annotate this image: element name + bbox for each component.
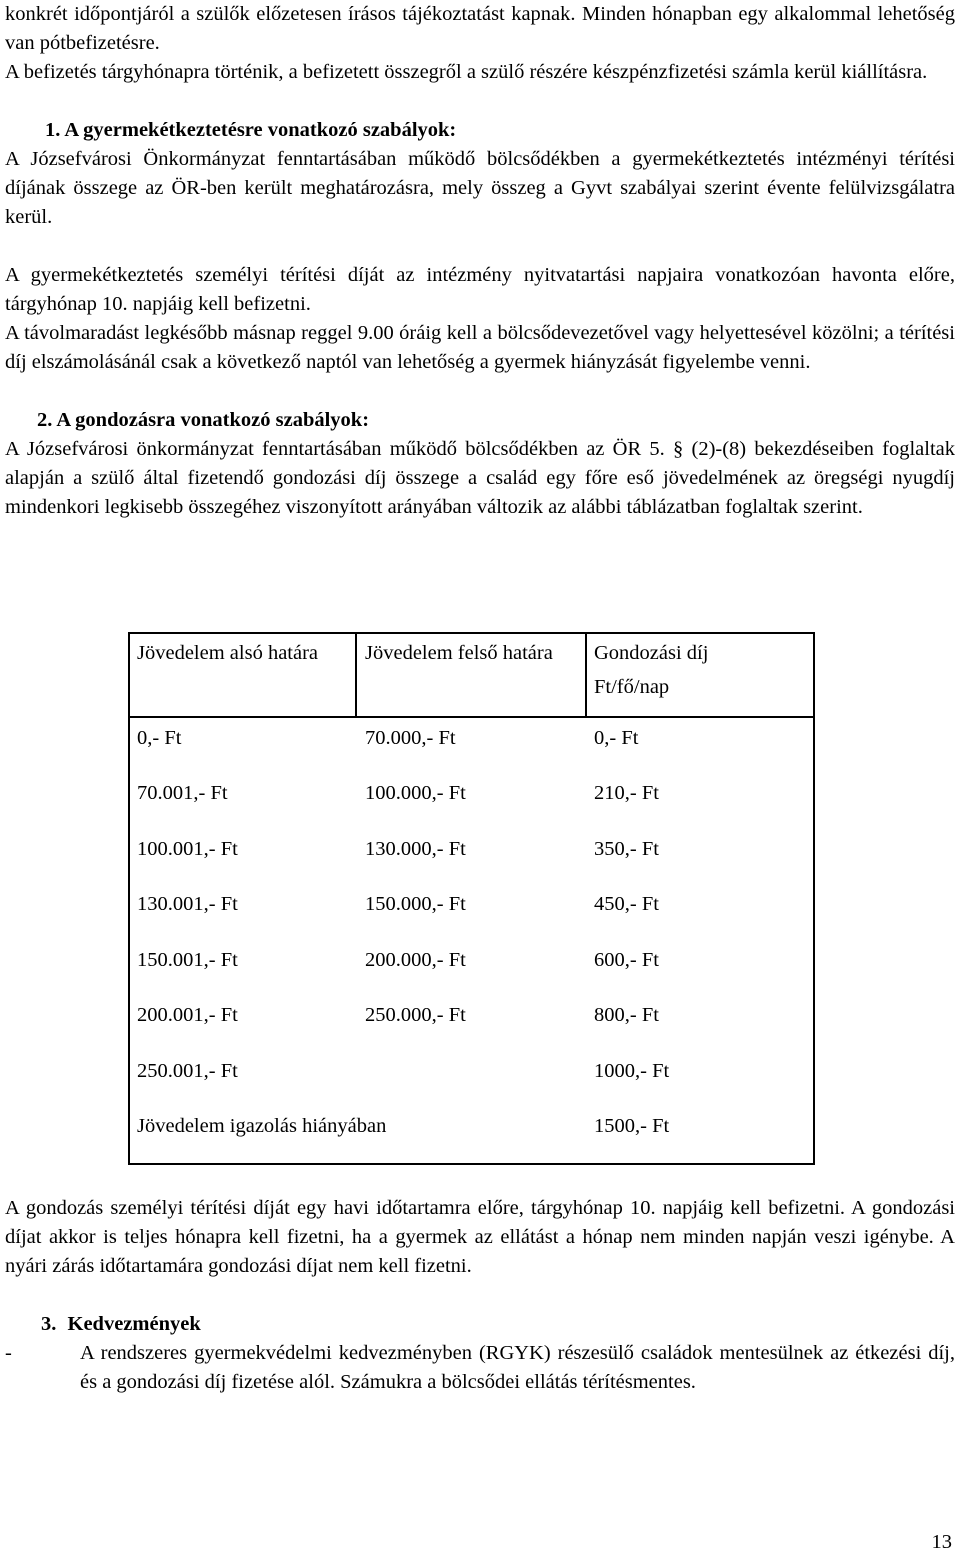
table-cell: 100.000,- Ft [365,782,466,804]
list-item [5,1339,955,1397]
section-1-paragraph-3: A távolmaradást legkésőbb másnap reggel 9.00 óráig kell a bölcsődevezetővel vagy helyettesével közölni; a térítési díj elszámolásánál csak a következő naptól van lehetőség a gyermek hiányzását figyelembe venni. [5,322,955,373]
table-cell: Jövedelem igazolás hiányában [137,1115,387,1137]
document-page [5,0,955,522]
section-2-heading [5,406,955,435]
table-header-cell: Jövedelem alsó határa [137,642,319,664]
section-3-heading [5,1310,955,1339]
list-item-text: A rendszeres gyermekvédelmi kedvezményben (RGYK) részesülő családok mentesülnek az étkezési díj, és a gondozási díj fizetése alól. Számukra a bölcsődei ellátás térítésmentes. [80,1342,955,1393]
table-divider [355,632,357,718]
section-1-number: 1. [45,119,61,141]
intro-paragraph: konkrét időpontjáról a szülők előzetesen írásos tájékoztatást kapnak. Minden hónapban egy alkalommal lehetőség van pótbefizetésre. [5,3,955,54]
table-header-cell: Gondozási díj Ft/fő/nap [594,642,709,698]
section-2-number: 2. [37,409,53,431]
table-cell: 130.000,- Ft [365,838,466,860]
table-cell: 150.000,- Ft [365,893,466,915]
after-table-section [5,1194,955,1397]
table-cell: 600,- Ft [594,949,659,971]
table-cell: 200.000,- Ft [365,949,466,971]
table-cell: 0,- Ft [137,727,182,749]
section-2-paragraph-1: A Józsefvárosi önkormányzat fenntartásában működő bölcsődékben az ÖR 5. § (2)-(8) bekezdéseiben foglaltak alapján a szülő által fizetendő gondozási díj összege a család egy főre eső jövedelmének az öregségi nyugdíj mindenkori legkisebb összegéhez viszonyított arányában változik az alábbi táblázatban foglaltak szerint. [5,438,955,518]
section-1-paragraph-1: A Józsefvárosi Önkormányzat fenntartásában működő bölcsődékben a gyermekétkeztetés intézményi térítési díjának összege az ÖR-ben került meghatározásra, mely összeg a Gyvt szabályai szerint évente felülvizsgálatra kerül. [5,148,955,228]
table-cell: 350,- Ft [594,838,659,860]
table-cell: 250.000,- Ft [365,1004,466,1026]
section-1-title: A gyermekétkeztetésre vonatkozó szabályok: [64,119,457,141]
table-cell: 1000,- Ft [594,1060,670,1082]
after-table-paragraph: A gondozás személyi térítési díját egy havi időtartamra előre, tárgyhónap 10. napjáig kell befizetni. A gondozási díjat akkor is teljes hónapra kell fizetni, ha a gyermek az ellátást a hónap nem minden napján veszi igénybe. A nyári zárás időtartamára gondozási díjat nem kell fizetni. [5,1197,955,1277]
table-cell: 800,- Ft [594,1004,659,1026]
section-1-paragraph-2: A gyermekétkeztetés személyi térítési díját az intézmény nyitvatartási napjaira vonatkozóan havonta előre, tárgyhónap 10. napjáig kell befizetni. [5,264,955,315]
section-3-title: Kedvezmények [67,1313,201,1335]
table-cell: 1500,- Ft [594,1115,670,1137]
intro-paragraph-2: A befizetés tárgyhónapra történik, a befizetett összegről a szülő részére készpénzfizetési számla kerül kiállításra. [5,61,928,83]
table-cell: 250.001,- Ft [137,1060,238,1082]
section-3-number: 3. [41,1313,57,1335]
table-cell: 130.001,- Ft [137,893,238,915]
table-divider [128,716,815,718]
list-dash: - [5,1342,12,1364]
table-header-cell: Jövedelem felső határa [365,642,553,664]
table-cell: 450,- Ft [594,893,659,915]
section-1-heading [5,116,955,145]
table-cell: 70.001,- Ft [137,782,228,804]
page-number: 13 [931,1531,952,1553]
table-cell: 70.000,- Ft [365,727,456,749]
table-cell: 100.001,- Ft [137,838,238,860]
table-cell: 0,- Ft [594,727,639,749]
section-2-title: A gondozásra vonatkozó szabályok: [56,409,370,431]
table-cell: 200.001,- Ft [137,1004,238,1026]
table-divider [585,632,587,718]
table-cell: 210,- Ft [594,782,659,804]
table-cell: 150.001,- Ft [137,949,238,971]
